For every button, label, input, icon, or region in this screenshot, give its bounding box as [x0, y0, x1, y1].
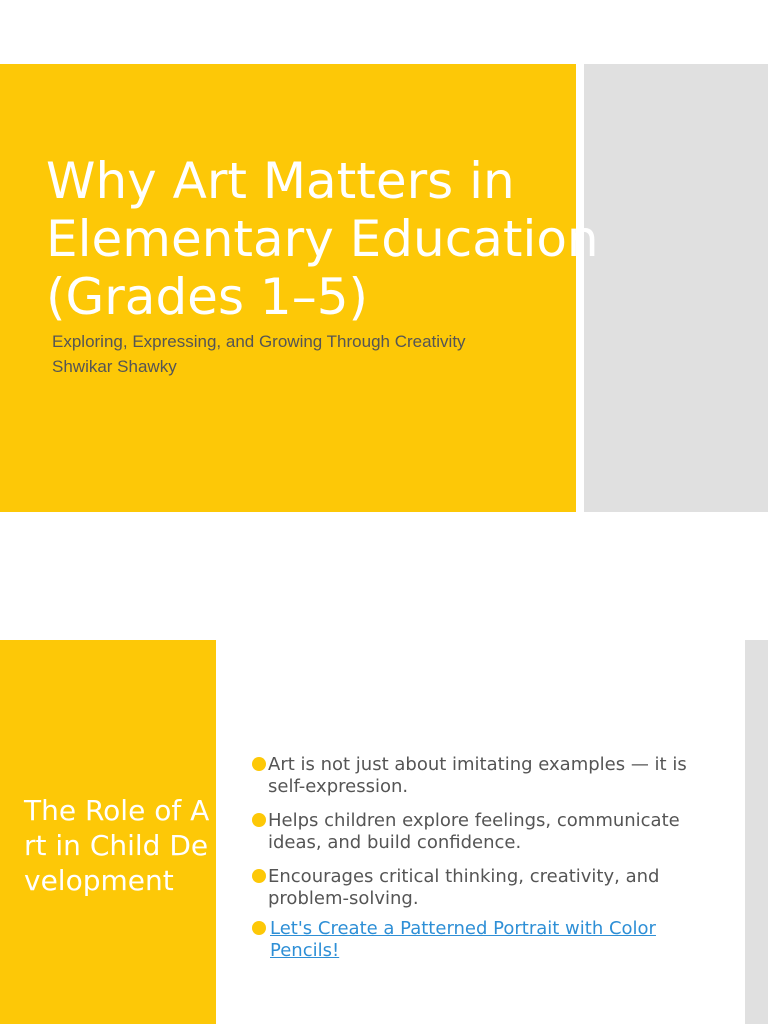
slide-author: Shwikar Shawky	[52, 357, 177, 376]
slide-title-line-1: Why Art Matters in	[46, 152, 515, 210]
bullet-dot-icon	[252, 869, 266, 883]
slide-title-line-3: (Grades 1–5)	[46, 268, 369, 326]
slide-title-line-2: Elementary Education	[46, 210, 599, 268]
bullet-item	[252, 810, 712, 854]
bullet-item-link	[252, 918, 712, 962]
content-slide-title: The Role of Art in Child Development	[24, 794, 210, 897]
title-slide	[0, 64, 768, 512]
bullet-item	[252, 754, 712, 798]
patterned-portrait-link[interactable]: Let's Create a Patterned Portrait with Color Pencils!	[270, 918, 656, 961]
bullet-dot-icon	[252, 813, 266, 827]
slide-subtitle: Exploring, Expressing, and Growing Through Creativity	[52, 332, 466, 351]
bullet-item	[252, 866, 712, 910]
bullet-text: Helps children explore feelings, communicate ideas, and build confidence.	[268, 810, 680, 853]
bullet-text: Art is not just about imitating examples — it is self-expression.	[268, 754, 687, 797]
bullet-dot-icon	[252, 921, 266, 935]
bullet-dot-icon	[252, 757, 266, 771]
slide-title	[46, 152, 686, 326]
bullet-list	[252, 754, 712, 974]
content-slide	[0, 640, 768, 1024]
content-slide-gray-panel	[745, 640, 768, 1024]
bullet-text: Encourages critical thinking, creativity, and problem-solving.	[268, 866, 660, 909]
slide-subtitle-block	[52, 329, 572, 379]
